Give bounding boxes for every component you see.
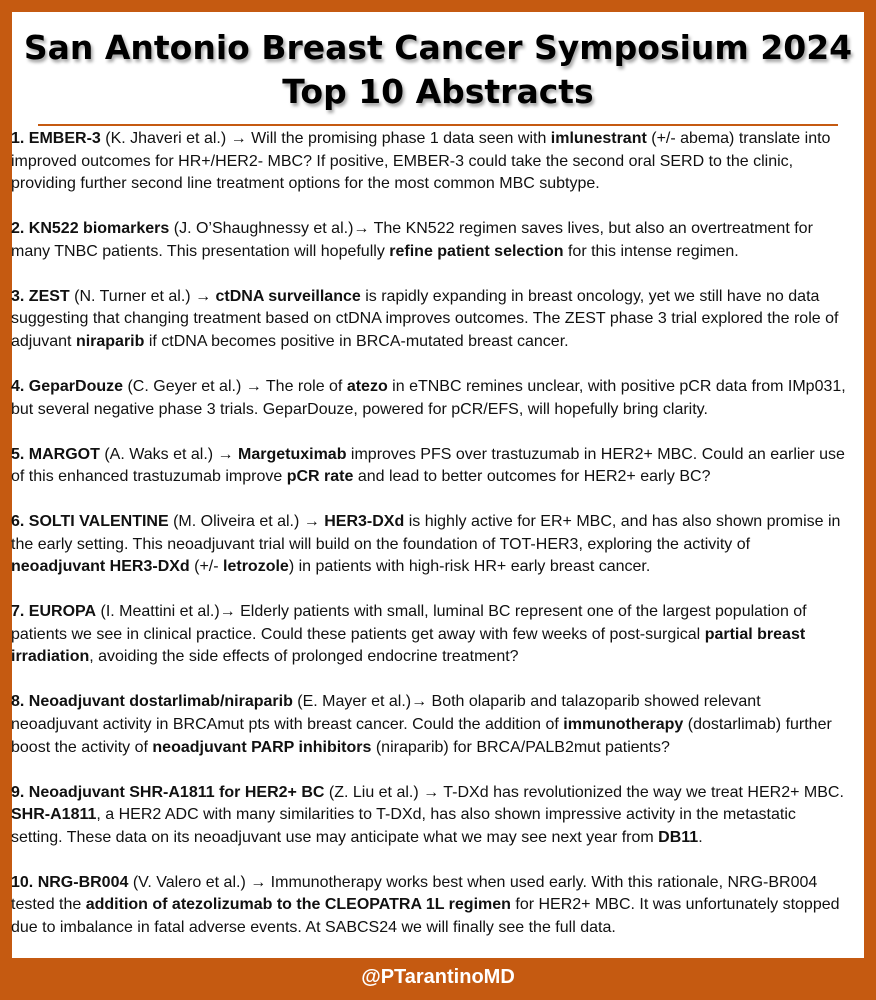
abstract-item (11, 128, 847, 196)
footer-handle[interactable]: @PTarantinoMD (361, 966, 515, 988)
arrow-icon: → (303, 513, 320, 531)
abstract-text: addition of atezolizumab to the CLEOPATRA 1L regimen (85, 896, 511, 914)
abstract-text: (A. Waks et al.) (99, 445, 218, 463)
abstract-text: pCR rate (286, 468, 354, 486)
abstract-text: (niraparib) for BRCA/PALB2mut patients? (371, 738, 670, 756)
abstract-text: Elderly patients with small, luminal BC represent one of the largest population of patients we see in clinical practice. Could these patients get away with few weeks of post-surgical (11, 603, 807, 643)
title-line-1: San Antonio Breast Cancer Symposium 2024 (23, 28, 853, 67)
abstract-item (11, 691, 847, 759)
abstract-text: , a HER2 ADC with many similarities to T-DXd, has also shown impressive activity in the metastatic setting. These data on its neoadjuvant use may anticipate what we may see next year from (11, 806, 796, 846)
abstract-text: . (698, 828, 703, 846)
title-line-2: Top 10 Abstracts (282, 72, 594, 111)
abstract-title: 1. EMBER-3 (11, 130, 101, 147)
abstract-text: SHR-A1811 (11, 806, 97, 824)
abstract-text: (+/- abema) translate into improved outcomes for HR+/HER2- MBC? If positive, EMBER-3 could take the second oral SERD to the clinic, providing further second line treatment options for the most common MBC subtype. (11, 130, 831, 193)
abstract-title: 7. EUROPA (11, 603, 97, 621)
abstract-text: Margetuximab (238, 445, 347, 463)
arrow-icon: → (195, 287, 212, 305)
abstract-text: partial breast irradiation (11, 625, 806, 666)
abstract-text: (K. Jhaveri et al.) (100, 130, 231, 147)
abstract-text: refine patient selection (389, 242, 564, 260)
abstract-text: (E. Mayer et al.) (292, 693, 412, 711)
abstract-text: T-DXd has revolutionized the way we treat HER2+ MBC. (439, 783, 844, 801)
abstract-title: 10. NRG-BR004 (11, 873, 129, 891)
abstract-item (11, 782, 847, 850)
abstract-item (11, 444, 847, 489)
abstract-text: atezo (346, 377, 388, 395)
arrow-icon: → (219, 603, 236, 621)
abstract-text: in eTNBC remines unclear, with positive pCR data from IMp031, but several negative phase 3 trials. GeparDouze, powered for pCR/EFS, will hopefully bring clarity. (11, 377, 846, 418)
abstract-text: immunotherapy (563, 716, 684, 734)
abstract-text: (V. Valero et al.) (128, 873, 251, 891)
arrow-icon: → (353, 220, 370, 238)
abstract-item (11, 286, 847, 354)
abstract-text: for this intense regimen. (563, 242, 739, 260)
abstract-title: 5. MARGOT (11, 445, 100, 463)
arrow-icon: → (217, 445, 234, 463)
abstract-list (11, 128, 847, 962)
arrow-icon: → (230, 130, 247, 147)
abstract-text: ) in patients with high-risk HR+ early breast cancer. (288, 558, 651, 576)
abstract-text: The role of (261, 377, 347, 395)
abstract-text: improves PFS over trastuzumab in HER2+ MBC. Could an earlier use of this enhanced trastuzumab improve (11, 445, 845, 486)
abstract-text: DB11 (658, 828, 699, 846)
abstract-text: is highly active for ER+ MBC, and has also shown promise in the early setting. This neoadjuvant trial will build on the foundation of TOT-HER3, exploring the activity of (11, 513, 841, 553)
abstract-title: 3. ZEST (11, 287, 70, 305)
arrow-icon: → (245, 377, 262, 395)
abstract-title: 2. KN522 biomarkers (11, 220, 170, 238)
abstract-text: (N. Turner et al.) (69, 287, 196, 305)
abstract-text: and lead to better outcomes for HER2+ early BC? (353, 468, 711, 486)
abstract-title: 9. Neoadjuvant SHR-A1811 for HER2+ BC (11, 783, 325, 801)
abstract-text: letrozole (223, 558, 289, 576)
abstract-text: if ctDNA becomes positive in BRCA-mutated breast cancer. (144, 332, 569, 350)
abstract-text: HER3-DXd (324, 513, 405, 531)
abstract-text: (dostarlimab) further boost the activity of (11, 716, 832, 756)
abstract-text: (Z. Liu et al.) (324, 783, 424, 801)
arrow-icon: → (423, 783, 440, 801)
abstract-title: 6. SOLTI VALENTINE (11, 513, 169, 531)
abstract-text: niraparib (75, 332, 145, 350)
abstract-text: (J. O’Shaughnessy et al.) (169, 220, 354, 238)
abstract-text: (+/- (189, 558, 224, 576)
abstract-text: Both olaparib and talazoparib showed relevant neoadjuvant activity in BRCAmut pts with breast cancer. Could the addition of (11, 693, 761, 734)
abstract-text: neoadjuvant PARP inhibitors (152, 738, 372, 756)
title-divider (38, 124, 838, 126)
abstract-text: (C. Geyer et al.) (123, 377, 246, 395)
arrow-icon: → (411, 693, 428, 711)
arrow-icon: → (250, 873, 267, 891)
abstract-item (11, 872, 847, 940)
abstract-text: is rapidly expanding in breast oncology, yet we still have no data suggesting that changing treatment based on ctDNA improves outcomes. The ZEST phase 3 trial explored the role of adjuvant (11, 287, 839, 350)
abstract-text: Immunotherapy works best when used early. With this rationale, NRG-BR004 tested the (11, 873, 818, 914)
abstract-text: (I. Meattini et al.) (96, 603, 220, 621)
abstract-item (11, 511, 847, 579)
abstract-title: 8. Neoadjuvant dostarlimab/niraparib (11, 693, 293, 711)
abstract-text: imlunestrant (550, 130, 647, 147)
abstract-item (11, 218, 847, 263)
abstract-item (11, 601, 847, 669)
abstract-text: The KN522 regimen saves lives, but also an overtreatment for many TNBC patients. This presentation will hopefully (11, 220, 813, 260)
abstract-text: neoadjuvant HER3-DXd (11, 558, 190, 576)
abstract-item (11, 376, 847, 421)
abstract-title: 4. GeparDouze (11, 377, 124, 395)
abstract-text: Will the promising phase 1 data seen with (246, 130, 551, 147)
abstract-text: , avoiding the side effects of prolonged endocrine treatment? (89, 648, 519, 666)
abstract-text: for HER2+ MBC. It was unfortunately stopped due to imbalance in fatal adverse events. At SABCS24 we will finally see the full data. (11, 896, 840, 936)
abstract-text: (M. Oliveira et al.) (168, 513, 304, 531)
page-title (12, 26, 864, 114)
abstract-text: ctDNA surveillance (215, 287, 361, 305)
